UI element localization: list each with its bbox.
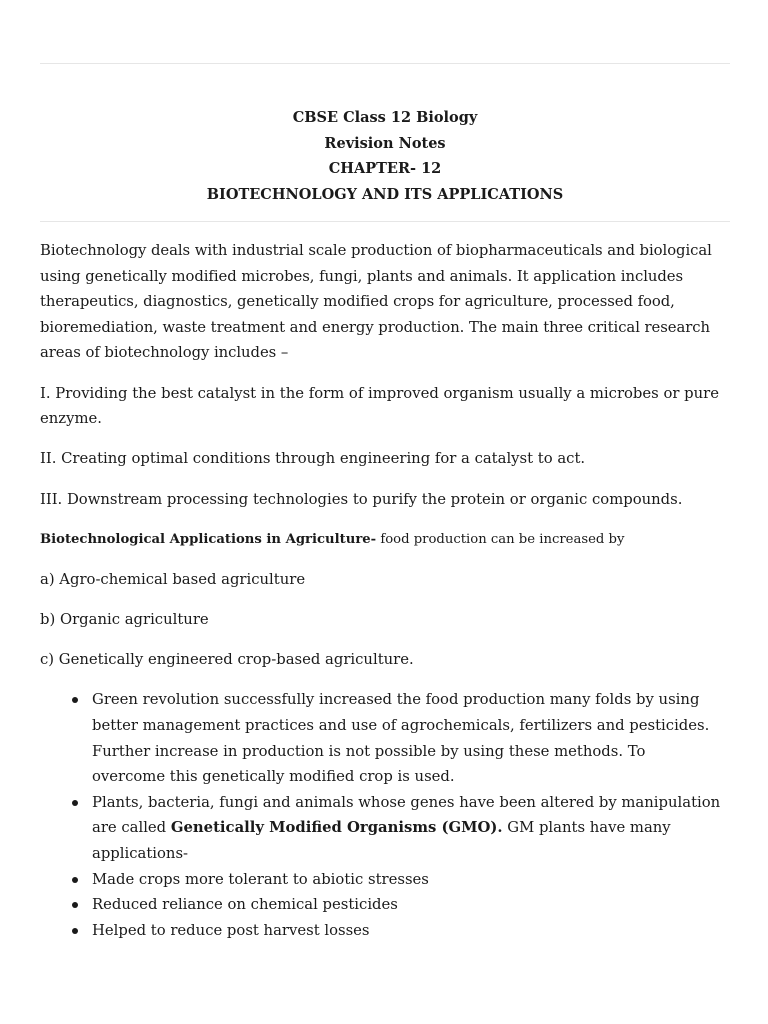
gmo-term: Genetically Modified Organisms (GMO). <box>170 819 503 837</box>
top-divider <box>40 63 730 64</box>
research-area-1: I. Providing the best catalyst in the form of improved organism usually a microbes or pure enzyme. <box>40 384 719 428</box>
header-chapter: CHAPTER- 12 <box>328 160 442 177</box>
bullet-text-pre: Plants, bacteria, fungi and animals whose genes have been altered by manipulation are called <box>92 793 721 837</box>
option-b: b) Organic agriculture <box>40 611 209 629</box>
option-c: c) Genetically engineered crop-based agriculture. <box>40 651 414 669</box>
bullet-icon <box>72 697 78 703</box>
bullet-icon <box>72 877 78 883</box>
bullet-list <box>40 687 740 943</box>
agriculture-text: food production can be increased by <box>376 531 625 547</box>
list-item <box>40 892 722 918</box>
list-item <box>40 790 722 867</box>
document-body <box>40 238 740 943</box>
bullet-text: Helped to reduce post harvest losses <box>92 921 370 939</box>
document-header <box>40 105 730 207</box>
header-chapter-title: BIOTECHNOLOGY AND ITS APPLICATIONS <box>206 185 564 203</box>
list-item <box>40 687 722 789</box>
bullet-text-post: GM plants have many applications- <box>92 819 671 863</box>
option-a: a) Agro-chemical based agriculture <box>40 570 306 588</box>
list-item <box>40 867 722 893</box>
header-class-title: CBSE Class 12 Biology <box>292 109 478 126</box>
bullet-text: Reduced reliance on chemical pesticides <box>92 896 398 914</box>
research-area-3: III. Downstream processing technologies to purify the protein or organic compounds. <box>40 490 683 508</box>
bullet-icon <box>72 928 78 934</box>
research-area-2: II. Creating optimal conditions through engineering for a catalyst to act. <box>40 450 586 468</box>
bullet-text: Green revolution successfully increased the food production many folds by using better management practices and use of agrochemicals, fertilizers and pesticides. Further increase in production is not possible by using these methods. To overcome this genetically modified crop is used. <box>92 691 710 786</box>
bullet-icon <box>72 902 78 908</box>
list-item <box>40 918 722 944</box>
intro-paragraph: Biotechnology deals with industrial scale production of biopharmaceuticals and biological using genetically modified microbes, fungi, plants and animals. It application includes therapeutics, diagnostics, genetically modified crops for agriculture, processed food, bioremediation, waste treatment and energy production. The main three critical research areas of biotechnology includes – <box>40 242 712 362</box>
bullet-text: Made crops more tolerant to abiotic stresses <box>92 870 429 888</box>
header-divider <box>40 221 730 222</box>
header-subtitle: Revision Notes <box>324 134 446 152</box>
agriculture-intro <box>40 527 740 553</box>
bullet-icon <box>72 800 78 806</box>
agriculture-heading: Biotechnological Applications in Agriculture- <box>40 531 377 547</box>
